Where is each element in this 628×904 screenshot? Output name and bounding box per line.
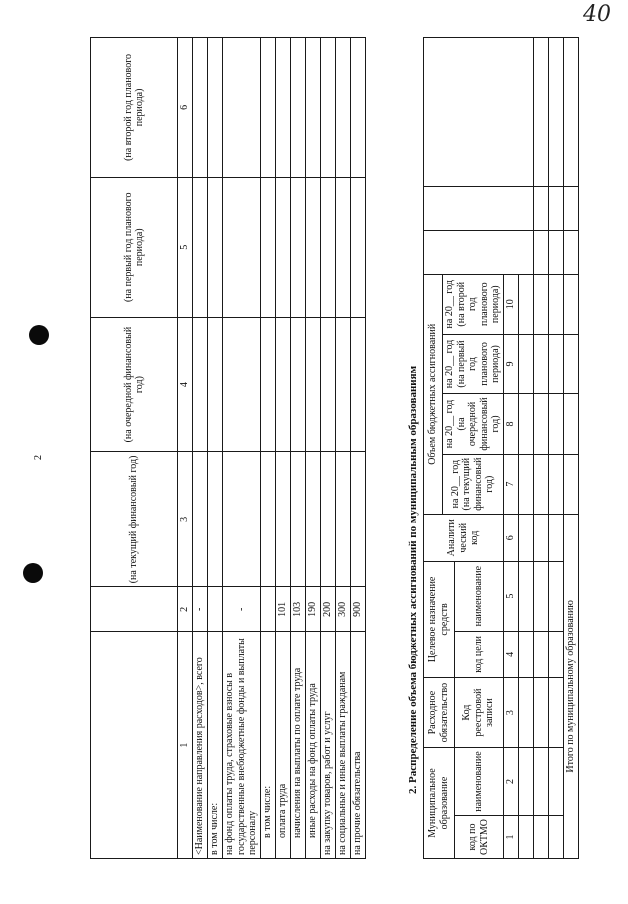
table-cell bbox=[518, 454, 533, 514]
table-cell bbox=[548, 454, 563, 514]
value-cell bbox=[208, 38, 223, 178]
value-cell bbox=[193, 38, 208, 178]
column-number: 8 bbox=[503, 394, 518, 454]
value-cell bbox=[275, 452, 290, 587]
value-cell bbox=[208, 452, 223, 587]
value-cell bbox=[223, 177, 261, 317]
value-cell bbox=[305, 317, 320, 452]
column-number: 9 bbox=[503, 334, 518, 394]
column-number: 2 bbox=[178, 587, 193, 632]
table-cell bbox=[518, 678, 533, 748]
value-cell bbox=[335, 452, 350, 587]
header-cell: Код реестровой записи bbox=[454, 678, 503, 748]
value-cell bbox=[290, 38, 305, 178]
header-cell: Аналити ческий код bbox=[424, 514, 504, 561]
row-label: на фонд оплаты труда, страховые взносы в государственные внебюджетные фонды и выплаты персоналу bbox=[223, 632, 261, 859]
header-cell: на 20__ год (на второй год планового периода) bbox=[443, 274, 504, 334]
row-code: 101 bbox=[275, 587, 290, 632]
table-cell bbox=[563, 454, 578, 514]
column-number: 7 bbox=[503, 454, 518, 514]
value-cell bbox=[350, 317, 365, 452]
row-code: - bbox=[193, 587, 208, 632]
column-number: 1 bbox=[503, 816, 518, 859]
row-code: 900 bbox=[350, 587, 365, 632]
table-cell bbox=[548, 748, 563, 816]
value-cell bbox=[275, 177, 290, 317]
table-cell bbox=[563, 38, 578, 187]
row-label: иные расходы на фонд оплаты труда bbox=[305, 632, 320, 859]
table-cell bbox=[548, 816, 563, 859]
table-header-row bbox=[91, 38, 178, 859]
value-cell bbox=[320, 452, 335, 587]
table-row bbox=[275, 38, 290, 859]
value-cell bbox=[320, 317, 335, 452]
table-cell bbox=[548, 186, 563, 230]
table-cell bbox=[548, 631, 563, 678]
table-cell bbox=[533, 334, 548, 394]
table-cell bbox=[533, 631, 548, 678]
table-cell bbox=[548, 678, 563, 748]
column-number: 6 bbox=[178, 38, 193, 178]
table-row bbox=[320, 38, 335, 859]
header-cell: наименование bbox=[454, 748, 503, 816]
table-cell bbox=[533, 678, 548, 748]
value-cell bbox=[350, 452, 365, 587]
row-label: начисления на выплаты по оплате труда bbox=[290, 632, 305, 859]
value-cell bbox=[260, 38, 275, 178]
value-cell bbox=[193, 317, 208, 452]
row-label: на социальные и иные выплаты гражданам bbox=[335, 632, 350, 859]
column-number: 4 bbox=[178, 317, 193, 452]
table-cell bbox=[548, 274, 563, 334]
header-cell: (на первый год планового периода) bbox=[91, 177, 178, 317]
value-cell bbox=[260, 452, 275, 587]
table-cell bbox=[563, 186, 578, 230]
row-code: 200 bbox=[320, 587, 335, 632]
column-number: 3 bbox=[503, 678, 518, 748]
section-title: 2. Распределение объема бюджетных ассигнований по муниципальным образованиям bbox=[407, 365, 419, 794]
header-cell: на 20__ год (на очередной финансовый год) bbox=[443, 394, 504, 454]
value-cell bbox=[275, 38, 290, 178]
value-cell bbox=[290, 317, 305, 452]
table-row bbox=[193, 38, 208, 859]
header-cell: Расходное обязательство bbox=[424, 678, 455, 748]
column-number: 1 bbox=[178, 632, 193, 859]
table-cell bbox=[533, 748, 548, 816]
row-label: в том числе: bbox=[208, 632, 223, 859]
value-cell bbox=[260, 317, 275, 452]
row-label: оплата труда bbox=[275, 632, 290, 859]
total-label: Итого по муниципальному образованию bbox=[563, 514, 578, 858]
table-row bbox=[335, 38, 350, 859]
table-cell bbox=[533, 454, 548, 514]
header-cell: Целевое назначение средств bbox=[424, 561, 455, 677]
value-cell bbox=[223, 38, 261, 178]
row-label: на прочие обязательства bbox=[350, 632, 365, 859]
value-cell bbox=[290, 177, 305, 317]
row-label: <Наименование направления расходов>, всего bbox=[193, 632, 208, 859]
value-cell bbox=[275, 317, 290, 452]
table-cell bbox=[548, 514, 563, 561]
value-cell bbox=[223, 317, 261, 452]
column-number: 6 bbox=[503, 514, 518, 561]
header-cell: код по ОКТМО bbox=[454, 816, 503, 859]
value-cell bbox=[260, 177, 275, 317]
blank-cell bbox=[424, 38, 534, 187]
table-cell bbox=[533, 514, 548, 561]
table-cell bbox=[518, 334, 533, 394]
header-cell: Муниципальное образование bbox=[424, 748, 455, 859]
header-cell bbox=[91, 632, 178, 859]
table-cell bbox=[518, 274, 533, 334]
value-cell bbox=[223, 452, 261, 587]
table-row bbox=[208, 38, 223, 859]
column-number: 4 bbox=[503, 631, 518, 678]
table-cell bbox=[518, 514, 533, 561]
header-cell: наименование bbox=[454, 561, 503, 631]
column-number: 10 bbox=[503, 274, 518, 334]
value-cell bbox=[335, 38, 350, 178]
row-code: - bbox=[223, 587, 261, 632]
column-number: 2 bbox=[503, 748, 518, 816]
table-cell bbox=[548, 230, 563, 274]
table-row bbox=[260, 38, 275, 859]
table-cell bbox=[533, 274, 548, 334]
value-cell bbox=[335, 177, 350, 317]
row-code bbox=[260, 587, 275, 632]
table-cell bbox=[518, 631, 533, 678]
table-cell bbox=[533, 394, 548, 454]
table-cell bbox=[533, 561, 548, 631]
blank-cell bbox=[424, 186, 534, 230]
table-cell bbox=[533, 816, 548, 859]
table-cell bbox=[563, 394, 578, 454]
value-cell bbox=[350, 177, 365, 317]
table-body bbox=[193, 38, 366, 859]
table-row bbox=[305, 38, 320, 859]
table-cell bbox=[563, 230, 578, 274]
value-cell bbox=[305, 452, 320, 587]
value-cell bbox=[208, 317, 223, 452]
column-number-row bbox=[178, 38, 193, 859]
table-cell bbox=[518, 816, 533, 859]
header-cell: (на текущий финансовый год) bbox=[91, 452, 178, 587]
table-row bbox=[548, 38, 563, 859]
table-cell bbox=[563, 274, 578, 334]
header-cell: на 20__ год (на первый год планового периода) bbox=[443, 334, 504, 394]
table-cell bbox=[533, 38, 548, 187]
value-cell bbox=[335, 317, 350, 452]
table-row bbox=[290, 38, 305, 859]
table-cell bbox=[518, 561, 533, 631]
table-cell bbox=[548, 334, 563, 394]
value-cell bbox=[305, 177, 320, 317]
row-label: в том числе: bbox=[260, 632, 275, 859]
header-cell: (на второй год планового периода) bbox=[91, 38, 178, 178]
column-number: 3 bbox=[178, 452, 193, 587]
blank-cell bbox=[424, 230, 534, 274]
row-label: на закупку товаров, работ и услуг bbox=[320, 632, 335, 859]
total-row bbox=[563, 38, 578, 859]
table-cell bbox=[548, 38, 563, 187]
table-cell bbox=[518, 394, 533, 454]
table-cell bbox=[548, 394, 563, 454]
value-cell bbox=[193, 452, 208, 587]
header-cell: код цели bbox=[454, 631, 503, 678]
value-cell bbox=[350, 38, 365, 178]
column-number: 5 bbox=[503, 561, 518, 631]
expenditure-table bbox=[90, 37, 366, 859]
table-cell bbox=[563, 334, 578, 394]
table-cell bbox=[518, 748, 533, 816]
table-header-row bbox=[424, 38, 443, 859]
row-code: 103 bbox=[290, 587, 305, 632]
table-row bbox=[350, 38, 365, 859]
header-cell: на 20__ год (на текущий финансовый год) bbox=[443, 454, 504, 514]
table-cell bbox=[533, 230, 548, 274]
column-number: 5 bbox=[178, 177, 193, 317]
value-cell bbox=[193, 177, 208, 317]
header-cell: Объем бюджетных ассигнований bbox=[424, 274, 443, 514]
page-number: 2 bbox=[33, 455, 44, 460]
handwritten-page-number: 40 bbox=[583, 2, 611, 27]
row-code: 300 bbox=[335, 587, 350, 632]
value-cell bbox=[320, 177, 335, 317]
value-cell bbox=[320, 38, 335, 178]
header-cell bbox=[91, 587, 178, 632]
table-row bbox=[533, 38, 548, 859]
value-cell bbox=[290, 452, 305, 587]
value-cell bbox=[305, 38, 320, 178]
row-code bbox=[208, 587, 223, 632]
allocation-table bbox=[423, 37, 579, 859]
value-cell bbox=[208, 177, 223, 317]
row-code: 190 bbox=[305, 587, 320, 632]
table-cell bbox=[533, 186, 548, 230]
header-cell: (на очередной финансовый год) bbox=[91, 317, 178, 452]
table-row bbox=[223, 38, 261, 859]
table-cell bbox=[548, 561, 563, 631]
